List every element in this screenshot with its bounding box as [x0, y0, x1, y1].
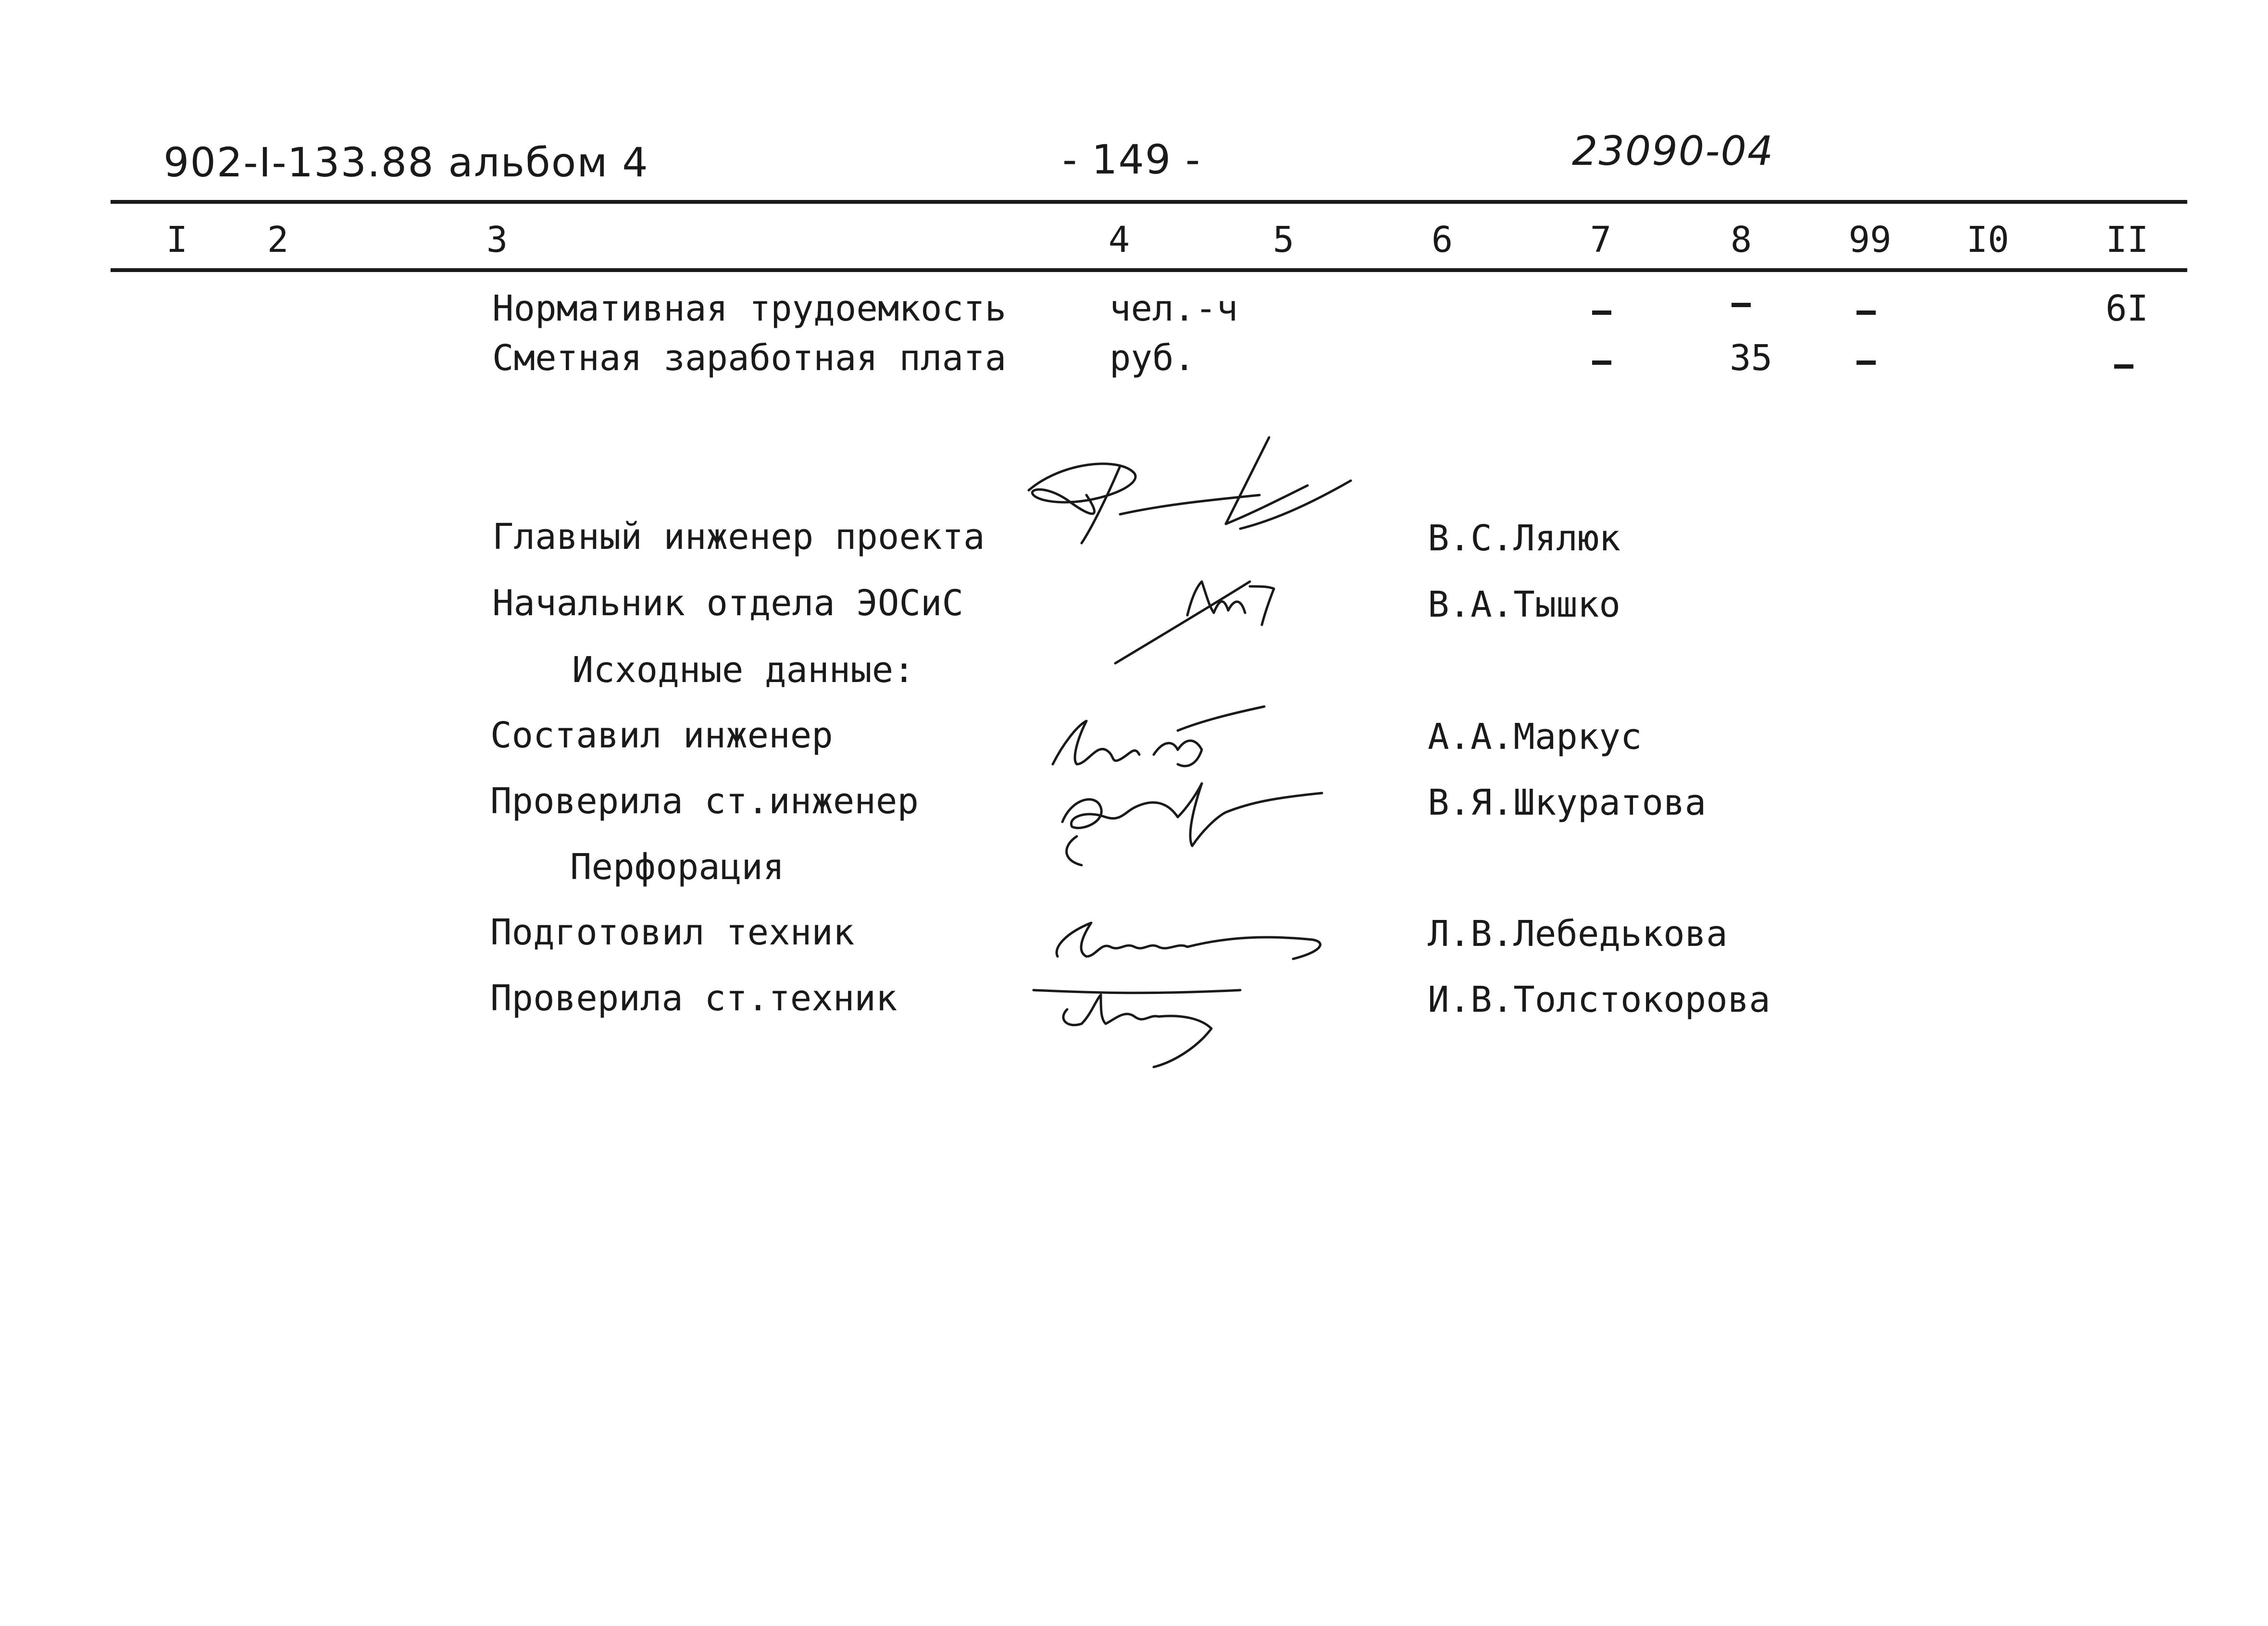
column-header-2: 2	[267, 219, 289, 261]
row-value-col11: 6I	[2106, 288, 2149, 329]
role-compiled-by: Составил инженер	[490, 715, 833, 756]
document-code: 902-I-133.88 альбом 4	[163, 139, 649, 186]
signature-prepared-by-technician	[1043, 904, 1332, 971]
header-top-rule	[111, 200, 2187, 204]
empty-cell-dash	[1732, 303, 1751, 307]
signature-checked-senior-engineer	[1043, 764, 1332, 875]
person-prepared-by-technician: Л.В.Лебедькова	[1428, 913, 1728, 955]
section-heading-source-data: Исходные данные:	[572, 649, 915, 691]
role-department-head: Начальник отдела ЭОСиС	[492, 583, 964, 624]
row-unit: руб.	[1109, 337, 1196, 379]
signature-chief-engineer	[1009, 428, 1375, 572]
column-header-1: I	[166, 219, 188, 261]
column-header-3: 3	[486, 219, 508, 261]
row-name: Нормативная трудоемкость	[492, 288, 1007, 329]
column-header-7: 7	[1590, 219, 1612, 261]
person-compiled-by: А.А.Маркус	[1428, 716, 1642, 757]
column-header-10: I0	[1966, 219, 2009, 261]
column-header-8: 8	[1730, 219, 1752, 261]
row-name: Сметная заработная плата	[492, 337, 1007, 379]
column-header-9: 99	[1848, 219, 1892, 261]
signature-department-head	[1106, 567, 1308, 673]
role-checked-senior-engineer: Проверила ст.инженер	[490, 781, 919, 822]
section-heading-perforation: Перфорация	[570, 846, 785, 888]
role-chief-engineer: Главный инженер проекта	[492, 516, 985, 558]
row-unit: чел.-ч	[1109, 288, 1238, 329]
row-value-col8: 35	[1730, 337, 1773, 379]
column-header-6: 6	[1431, 219, 1453, 261]
person-department-head: В.А.Тышко	[1428, 584, 1620, 625]
person-checked-senior-engineer: В.Я.Шкуратова	[1428, 782, 1707, 823]
empty-cell-dash	[1857, 310, 1876, 315]
person-chief-engineer: В.С.Лялюк	[1428, 518, 1620, 559]
page-number: - 149 -	[1062, 136, 1201, 183]
header-bottom-rule	[111, 268, 2187, 272]
role-prepared-by-technician: Подготовил техник	[490, 912, 855, 953]
empty-cell-dash	[1592, 360, 1611, 365]
empty-cell-dash	[1857, 360, 1876, 365]
column-header-4: 4	[1108, 219, 1130, 261]
column-header-5: 5	[1272, 219, 1295, 261]
empty-cell-dash	[2114, 364, 2133, 369]
person-checked-senior-technician: И.В.Толстокорова	[1428, 979, 1770, 1020]
column-header-11: II	[2106, 219, 2149, 261]
empty-cell-dash	[1592, 310, 1611, 315]
registry-number: 23090-04	[1572, 127, 1774, 174]
role-checked-senior-technician: Проверила ст.техник	[490, 978, 897, 1019]
signature-checked-senior-technician	[1029, 971, 1259, 1077]
